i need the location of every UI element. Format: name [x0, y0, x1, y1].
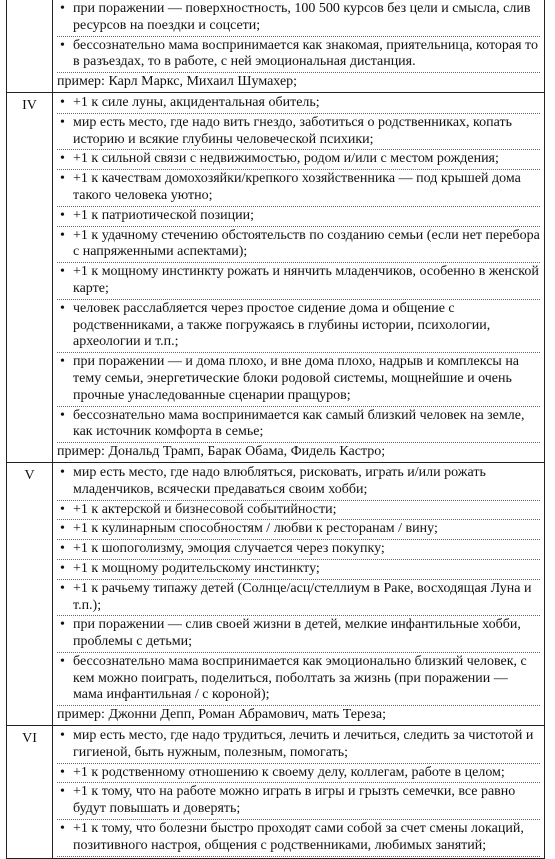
table-row [7, 92, 545, 462]
list-item: • бессознательно мама воспринимается как знакомая, приятельница, которая то в разъездах, то в работе, с ней эмоциональная дистанция. [57, 38, 540, 74]
list-item: • бессознательно мама воспринимается как эмоционально близкий человек, с кем можно поиграть, поделиться, поболтать за жизнь (при поражении — мама инфантильная / с короной); [57, 654, 540, 706]
list-item: • +1 к тому, что на работе можно играть в игры и грызть семечки, все равно будут повышать и доверять; [57, 784, 540, 820]
list-item: • при поражении — поверхностность, 100 500 курсов без цели и смысла, слив ресурсов на поездки и соцсети; [57, 1, 540, 37]
house-number: IV [7, 92, 53, 462]
example-line: пример: Карл Маркс, Михаил Шумахер; [57, 74, 298, 90]
list-item: • бессознательно мама воспринимается как самый близкий человек на земле, как источник комфорта в семье; [57, 408, 540, 444]
list-item: • +1 к кулинарным способностям / любви к ресторанам / вину; [57, 521, 540, 540]
list-item: • при поражении — слив своей жизни в детей, мелкие инфантильные хобби, проблемы с детьми; [57, 617, 540, 653]
bullet-list [57, 465, 540, 706]
bullet-list [57, 95, 540, 443]
list-item: • +1 к сильной связи с недвижимостью, родом и/или с местом рождения; [57, 151, 540, 170]
list-item: • +1 к тому, что болезни быстро проходят сами собой за счет смены локаций, позитивного настроя, общения с родственниками, любимых занятий; [57, 821, 540, 857]
bullet-list [57, 728, 540, 857]
list-item: • человек расслабляется через простое сидение дома и общение с родственниками, а также погружаясь в глубины истории, психологии, археологии и т.п.; [57, 301, 540, 353]
list-item: • +1 к рачьему типажу детей (Солнце/асц/стеллиум в Раке, восходящая Луна и т.п.); [57, 581, 540, 617]
list-item: • мир есть место, где надо трудиться, лечить и лечиться, следить за чистотой и гигиеной, быть нужным, полезным, помогать; [57, 728, 540, 764]
house-description [53, 0, 545, 92]
list-item: • мир есть место, где надо влюбляться, рисковать, играть и/или рожать младенчиков, всячески предаваться своим хобби; [57, 465, 540, 501]
house-description [53, 726, 545, 859]
list-item: • +1 к актерской и бизнесовой событийности; [57, 502, 540, 521]
house-number [7, 0, 53, 92]
bullet-list [57, 1, 540, 73]
list-item: • мир есть место, где надо вить гнездо, заботиться о родственниках, копать историю и всякие глубины человеческой психики; [57, 115, 540, 151]
house-number: V [7, 462, 53, 725]
list-item: • +1 к качествам домохозяйки/крепкого хозяйственника — под крышей дома такого человека уютно; [57, 171, 540, 207]
list-item: • +1 к мощному инстинкту рожать и нянчить младенчиков, особенно в женской карте; [57, 264, 540, 300]
list-item: • +1 к мощному родительскому инстинкту; [57, 561, 540, 580]
aspects-table [6, 0, 545, 859]
list-item: • +1 к удачному стечению обстоятельств по созданию семьи (если нет перебора с напряженными аспектами); [57, 228, 540, 264]
list-item: • при поражении — и дома плохо, и вне дома плохо, надрыв и комплексы на тему семьи, энергетические блоки родовой системы, мощнейшие и очень прочные унаследованные сценарии пращуров; [57, 354, 540, 406]
example-line: пример: Джонни Депп, Роман Абрамович, мать Тереза; [57, 707, 386, 723]
example-line: пример: Дональд Трамп, Барак Обама, Фидель Кастро; [57, 444, 386, 460]
list-item: • +1 к шопоголизму, эмоция случается через покупку; [57, 541, 540, 560]
list-item: • +1 к силе луны, акцидентальная обитель; [57, 95, 540, 114]
table-row [7, 0, 545, 92]
table-row [7, 726, 545, 859]
list-item: • +1 к патриотической позиции; [57, 208, 540, 227]
table-row [7, 462, 545, 725]
house-description [53, 92, 545, 462]
house-number: VI [7, 726, 53, 859]
house-description [53, 462, 545, 725]
list-item: • +1 к родственному отношению к своему делу, коллегам, работе в целом; [57, 765, 540, 784]
